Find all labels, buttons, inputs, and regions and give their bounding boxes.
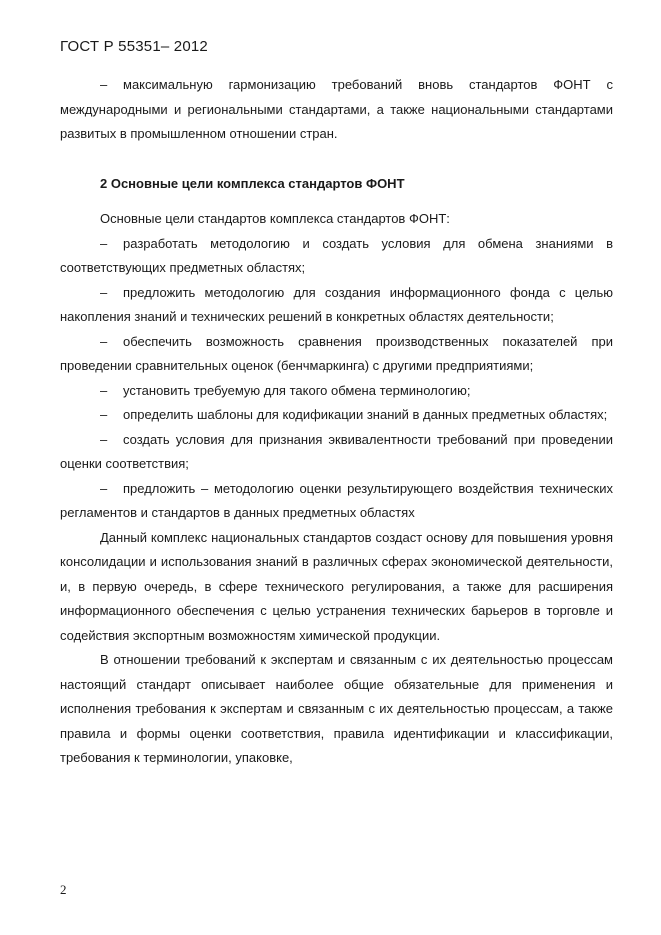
list-item	[60, 428, 613, 477]
list-item	[60, 403, 613, 428]
list-item	[60, 281, 613, 330]
list-dash: –	[100, 77, 108, 92]
list-item	[60, 232, 613, 281]
list-item	[60, 73, 613, 147]
list-item-text: предложить методологию для создания информационного фонда с целью накопления знаний и технических решений в конкретных областях деятельности;	[60, 284, 613, 324]
section-title: 2 Основные цели комплекса стандартов ФОНТ	[100, 175, 405, 191]
list-item-text: определить шаблоны для кодификации знаний в данных предметных областях;	[123, 407, 608, 422]
list-item-text: создать условия для признания эквивалентности требований при проведении оценки соответствия;	[60, 431, 613, 471]
list-dash: –	[100, 333, 108, 349]
list-item	[60, 330, 613, 379]
document-header: ГОСТ Р 55351– 2012	[60, 38, 208, 55]
list-item	[60, 379, 613, 404]
section-lead: Основные цели стандартов комплекса стандартов ФОНТ:	[100, 211, 450, 226]
body-paragraph: В отношении требований к экспертам и связанным с их деятельностью процессам настоящий стандарт описывает наиболее общие обязательные для применения и исполнения требования к экспертам и связанным с их деятельностью процессам, а также правила и формы оценки соответствия, правила идентификации и классификации, требования к терминологии, упаковке,	[60, 652, 613, 765]
list-dash: –	[100, 407, 108, 422]
list-dash: –	[100, 382, 108, 398]
body-paragraph: Данный комплекс национальных стандартов создаст основу для повышения уровня консолидации и использования знаний в различных сферах экономической деятельности, и, в первую очередь, в сфере технического регулирования, а также для расширения информационного обеспечения с целью устранения технических барьеров в торговле и содействия экспортным возможностям химической продукции.	[60, 529, 613, 643]
list-dash: –	[100, 235, 108, 251]
list-item	[60, 477, 613, 526]
list-item-text: предложить – методологию оценки результирующего воздействия технических регламентов и стандартов в данных предметных областях	[60, 480, 613, 520]
list-dash: –	[100, 480, 108, 496]
list-item-text: обеспечить возможность сравнения производственных показателей при проведении сравнительных оценок (бенчмаркинга) с другими предприятиями;	[60, 333, 613, 373]
list-dash: –	[100, 431, 108, 447]
list-item-text: установить требуемую для такого обмена терминологию;	[123, 382, 471, 398]
document-body	[60, 73, 613, 771]
list-item-text: разработать методологию и создать условия для обмена знаниями в соответствующих предметных областях;	[60, 235, 613, 275]
list-item-text: максимальную гармонизацию требований вновь стандартов ФОНТ с международными и региональными стандартами, а также национальными стандартами развитых в промышленном отношении стран.	[60, 77, 613, 141]
page-number: 2	[60, 882, 67, 897]
list-dash: –	[100, 284, 108, 300]
